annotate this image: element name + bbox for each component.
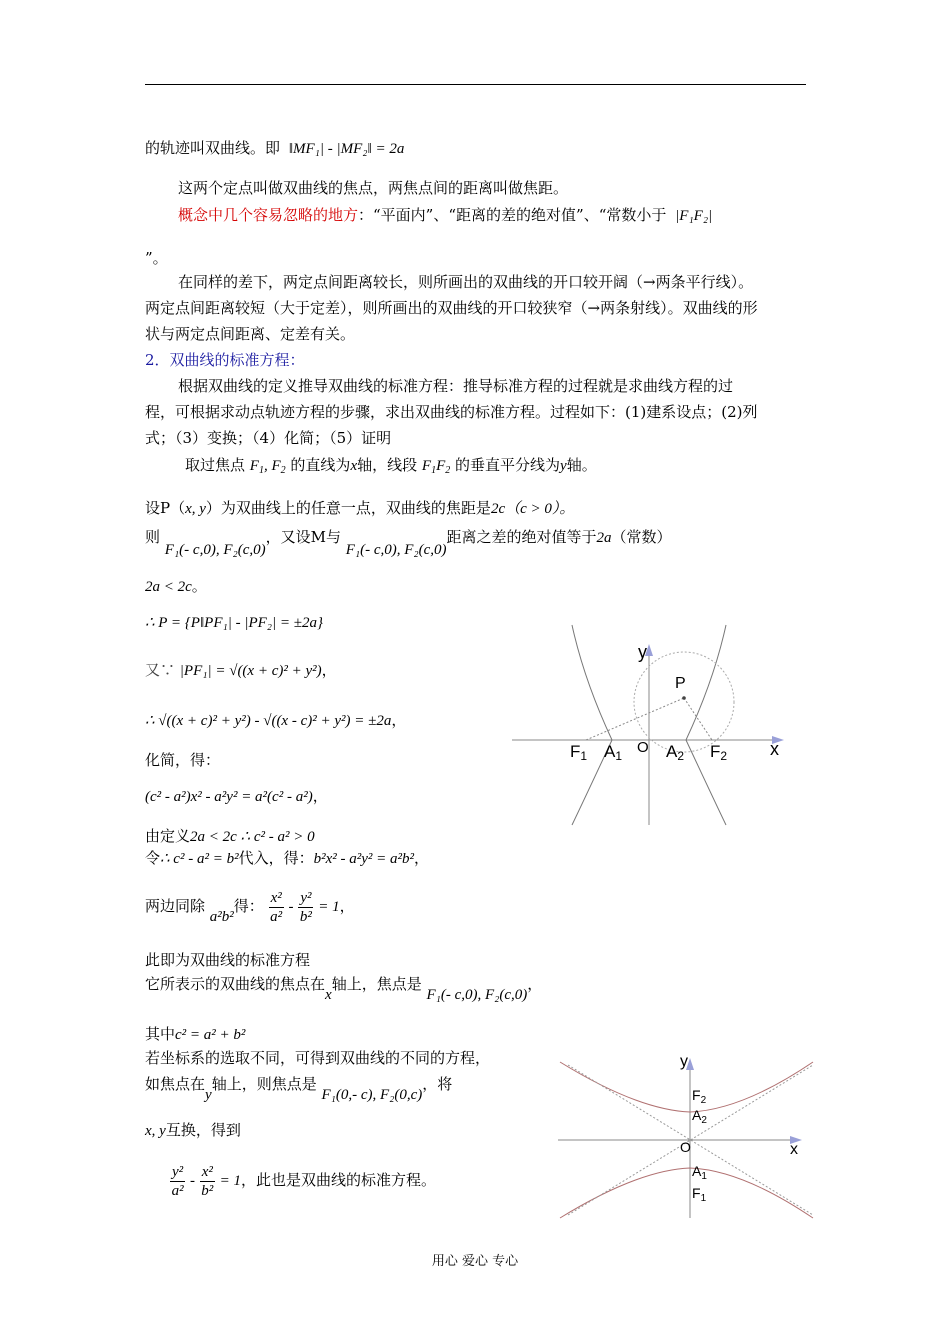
text: ”。 <box>145 249 168 267</box>
a2-label: $A_2$ <box>692 1107 707 1126</box>
text-line <box>145 576 207 597</box>
point-p <box>682 696 686 700</box>
text: 令 <box>145 849 161 867</box>
formula: y <box>560 458 567 474</box>
formula: x <box>350 458 358 474</box>
formula: F₁(- c,0), F₂(c,0) <box>164 542 266 558</box>
formula: = 1 <box>219 1173 242 1189</box>
text: 式；（3）变换；（4）化简；（5）证明 <box>145 429 392 447</box>
fraction: $\frac{\text{y²}}{\text{b²}}$ <box>299 889 312 925</box>
text-line <box>145 527 672 558</box>
text: 其中 <box>145 1025 176 1043</box>
formula: (c² - a²)x² - a²y² = a²(c² - a²) <box>145 789 313 805</box>
a2-label: A2 <box>666 742 685 763</box>
hyperbola-figure-y <box>558 1050 818 1220</box>
text: 又∵ <box>145 661 176 679</box>
text: 化简，得： <box>145 751 221 769</box>
text: 轴上，焦点是 <box>331 975 422 993</box>
formula: b²x² - a²y² = a²b² <box>313 851 415 867</box>
lower-branch <box>560 1168 813 1218</box>
highlight-text: 概念中几个容易忽略的地方 <box>178 206 359 224</box>
text: 两边同除 <box>145 897 206 915</box>
formula: ∴ c² - a² = b² <box>160 851 239 867</box>
formula: |PF₁| = √((x + c)² + y²) <box>179 663 322 679</box>
text: 则 <box>145 528 161 546</box>
text-line <box>145 498 574 519</box>
formula: F₁(- c,0), F₂(c,0) <box>426 987 528 1003</box>
text-line <box>145 950 310 970</box>
text-line <box>178 178 568 198</box>
formula: ‖MF₁| - |MF₂‖ = 2a <box>288 141 405 157</box>
x-label: x <box>790 1141 798 1158</box>
text: 距离之差的绝对值等于 <box>446 528 597 546</box>
y-label: y <box>638 642 647 662</box>
text: 此即为双曲线的标准方程 <box>145 951 311 969</box>
f1-label: F1 <box>570 742 588 763</box>
text-line <box>145 786 328 807</box>
text-line <box>178 376 733 396</box>
text: ， <box>339 897 355 915</box>
text-line <box>145 660 337 681</box>
formula: （c > 0）。 <box>505 501 575 517</box>
text: 轴上，则焦点是 <box>211 1075 317 1093</box>
text: ， <box>414 849 430 867</box>
text: 的直线为 <box>290 456 351 474</box>
formula: 2a < 2c <box>145 579 192 595</box>
formula: x, y <box>145 1123 166 1139</box>
text-line <box>145 1074 453 1103</box>
text: 两定点间距离较短（大于定差），则所画出的双曲线的开口较狭窄（→两条射线）。双曲线的形 <box>145 299 758 317</box>
right-branch <box>686 625 726 825</box>
text-line <box>145 428 391 448</box>
text: 互换，得到 <box>165 1121 241 1139</box>
text-line <box>145 1024 245 1045</box>
formula: 2a < 2c ∴ c² - a² > 0 <box>190 829 315 845</box>
formula: ∴ √((x + c)² + y²) - √((x - c)² + y²) = ±2a <box>145 713 392 729</box>
text-line <box>145 886 355 927</box>
text: ，又设M与 <box>265 528 341 546</box>
dashed-line-pf1 <box>586 698 684 740</box>
text: （常数） <box>611 528 672 546</box>
f1-label: $F_1$ <box>692 1185 707 1204</box>
text-line <box>145 1048 490 1068</box>
text: 代入，得： <box>238 849 314 867</box>
text: 取过焦点 <box>185 456 246 474</box>
text-line <box>145 248 168 268</box>
text: ）为双曲线上的任意一点，双曲线的焦距是 <box>205 499 491 517</box>
p-label: P <box>675 675 686 692</box>
formula: y <box>205 1087 212 1103</box>
text: 轴。 <box>566 456 597 474</box>
text: 这两个定点叫做双曲线的焦点，两焦点间的距离叫做焦距 <box>178 179 554 197</box>
formula: c² = a² + b² <box>175 1027 246 1043</box>
text: 2．双曲线的标准方程： <box>145 351 305 369</box>
formula: $F_1$, $F_2$ <box>249 458 286 476</box>
f2-label: F2 <box>710 742 728 763</box>
section-heading <box>145 350 305 370</box>
text-line <box>145 974 543 1003</box>
origin-label: O <box>680 1139 691 1155</box>
text: 得： <box>233 897 264 915</box>
fraction: $\frac{\text{y²}}{\text{a²}}$ <box>171 1163 184 1199</box>
text-line <box>185 455 597 481</box>
text: 。 <box>553 179 569 197</box>
text-line <box>145 402 758 422</box>
text: ， <box>391 711 407 729</box>
text-line <box>170 1160 436 1201</box>
fraction: $\frac{\text{x²}}{\text{a²}}$ <box>270 889 283 925</box>
formula: F₁(- c,0), F₂(c,0) <box>345 542 447 558</box>
formula: ∴ P = {P‖PF₁| - |PF₂| = ±2a} <box>145 615 323 631</box>
text: ，此也是双曲线的标准方程 <box>241 1171 422 1189</box>
formula: x, y <box>185 501 206 517</box>
text-line <box>145 826 315 847</box>
text: 。 <box>191 577 207 595</box>
formula: 2a <box>596 530 612 546</box>
left-branch <box>572 625 612 825</box>
text-line <box>145 324 355 344</box>
text: 的轨迹叫双曲线 <box>145 139 251 157</box>
text: ，将 <box>422 1075 453 1093</box>
text: 根据双曲线的定义推导双曲线的标准方程：推导标准方程的过程就是求曲线方程的过 <box>178 377 734 395</box>
origin-label: O <box>637 739 649 756</box>
formula: |F₁F₂| <box>675 208 713 224</box>
text: 的垂直平分线为 <box>455 456 561 474</box>
formula: F₁(0,- c), F₂(0,c) <box>321 1087 423 1103</box>
text: 设P（ <box>145 499 186 517</box>
text-line <box>145 1120 241 1141</box>
text-line <box>178 272 753 292</box>
f2-label: $F_2$ <box>692 1087 707 1106</box>
header-rule <box>145 84 806 85</box>
formula: a²b² <box>209 909 234 925</box>
y-label: y <box>680 1053 688 1070</box>
text-line <box>145 298 758 318</box>
text-line <box>145 750 220 770</box>
text-line <box>145 612 323 633</box>
text: ， <box>527 975 543 993</box>
formula: $F_1F_2$ <box>421 458 451 476</box>
text: 。 <box>421 1171 437 1189</box>
formula: = 1 <box>318 899 340 915</box>
text: 由定义 <box>145 827 191 845</box>
operator: - <box>288 899 294 915</box>
text-line <box>145 848 429 869</box>
x-label: x <box>770 739 779 759</box>
text-line <box>178 205 712 226</box>
text: ：“平面内”、“距离的差的绝对值”、“常数小于 <box>358 206 667 224</box>
a1-label: A1 <box>604 742 623 763</box>
operator: - <box>189 1173 195 1189</box>
dashed-line-pf2 <box>684 698 712 740</box>
text: 。即 <box>250 139 281 157</box>
text-line <box>145 710 406 731</box>
a1-label: $A_1$ <box>692 1163 707 1182</box>
text: 状与两定点间距离、定差有关。 <box>145 325 356 343</box>
text: 程，可根据求动点轨迹方程的步骤，求出双曲线的标准方程。过程如下：(1)建系设点；(2)列 <box>145 403 758 421</box>
formula: x <box>325 987 332 1003</box>
formula: 2c <box>490 501 506 517</box>
page-footer: 用心 爱心 专心 <box>431 1254 519 1269</box>
text-line <box>145 138 404 159</box>
text: ， <box>321 661 337 679</box>
text: 若坐标系的选取不同，可得到双曲线的不同的方程， <box>145 1049 491 1067</box>
text: 在同样的差下，两定点间距离较长，则所画出的双曲线的开口较开阔（→两条平行线）。 <box>178 273 754 291</box>
fraction: $\frac{\text{x²}}{\text{b²}}$ <box>201 1163 214 1199</box>
text: 它所表示的双曲线的焦点在 <box>145 975 326 993</box>
text: 如焦点在 <box>145 1075 206 1093</box>
text: ， <box>312 787 328 805</box>
text: 轴，线段 <box>357 456 418 474</box>
hyperbola-figure-x <box>512 620 812 830</box>
